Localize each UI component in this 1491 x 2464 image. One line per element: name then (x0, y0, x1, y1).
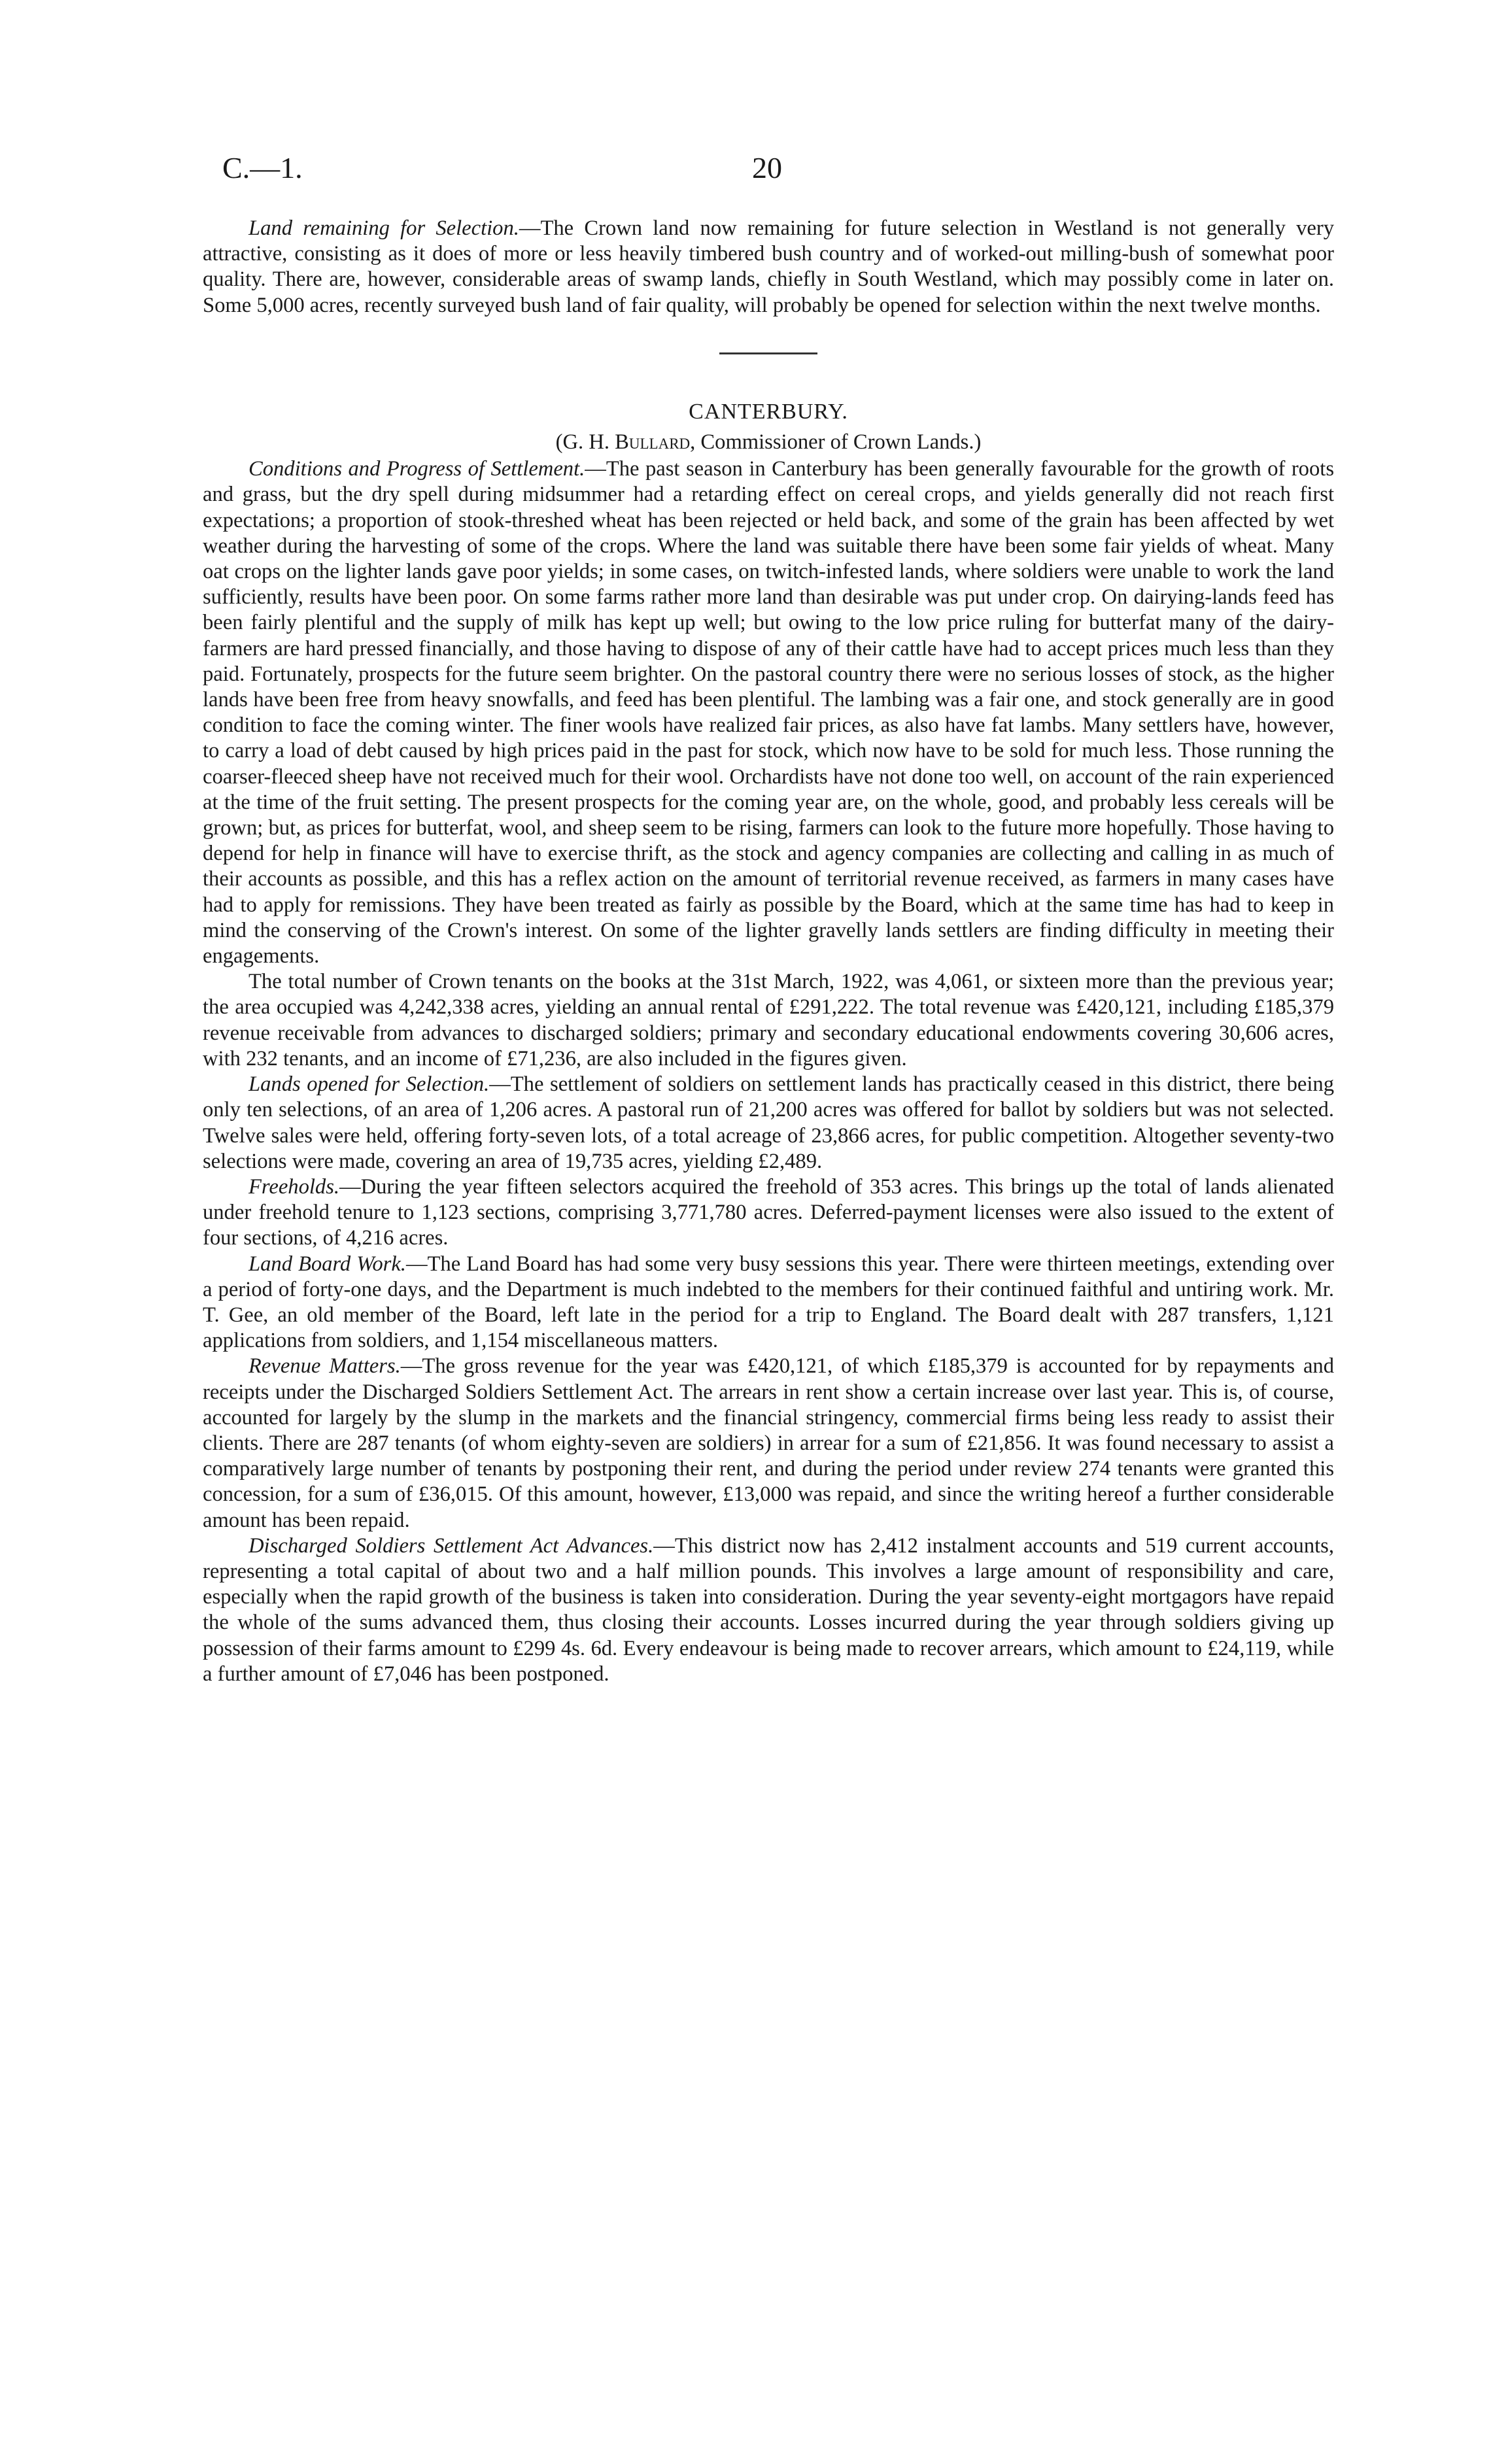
commissioner-line (203, 430, 1334, 455)
section-title: CANTERBURY. (689, 399, 848, 424)
paragraph-heading: Revenue Matters. (248, 1354, 401, 1378)
commissioner-prefix: (G. H. (555, 430, 615, 454)
westland-land-remaining-paragraph (203, 216, 1334, 318)
paragraph-text: —The Crown land now remaining for future selection in Westland is not generally very attractive, consisting as it does of more or less heavily timbered bush country and of worked-out milling-bush of somewhat poor quality. There are, however, considerable areas of swamp lands, chiefly in South Westland, which may possibly come in later on. Some 5,000 acres, recently surveyed bush land of fair quality, will probably be opened for selection within the next twelve months. (203, 216, 1334, 317)
section-divider (719, 352, 817, 354)
paragraph-text: —The settlement of soldiers on settlement lands has practically ceased in this district, there being only ten selections, of an area of 1,206 acres. A pastoral run of 21,200 acres was offered for ballot by soldiers but was not selected. Twelve sales were held, offering forty-seven lots, of a total acreage of 23,866 acres, for public competition. Altogether seventy-two selections were made, covering an area of 19,735 acres, yielding £2,489. (203, 1072, 1334, 1173)
conditions-paragraph (203, 456, 1334, 969)
tenants-paragraph (203, 969, 1334, 1072)
revenue-paragraph (203, 1354, 1334, 1533)
commissioner-title: , Commissioner of Crown Lands.) (690, 430, 982, 454)
paragraph-heading: Discharged Soldiers Settlement Act Advances. (248, 1533, 654, 1558)
paragraph-heading: Lands opened for Selection. (248, 1072, 490, 1097)
paragraph-heading: Freeholds. (248, 1174, 340, 1199)
paragraph-text: —The gross revenue for the year was £420,121, of which £185,379 is accounted for by repayments and receipts under the Discharged Soldiers Settlement Act. The arrears in rent show a certain increase over last year. This is, of course, accounted for largely by the slump in the markets and the financial stringency, commercial firms being less ready to assist their clients. There are 287 tenants (of whom eighty-seven are soldiers) in arrear for a sum of £21,856. It was found necessary to assist a comparatively large number of tenants by postponing their rent, and during the period under review 274 tenants were granted this concession, for a sum of £36,015. Of this amount, however, £13,000 was repaid, and since the writing hereof a further considerable amount has been repaid. (203, 1354, 1334, 1532)
dssa-paragraph (203, 1533, 1334, 1687)
page-number: 20 (752, 151, 782, 184)
paragraph-text: —This district now has 2,412 instalment accounts and 519 current accounts, representing a total capital of about two and a half million pounds. This involves a large amount of responsibility and care, especially when the rapid growth of the business is taken into consideration. During the year seventy-eight mortgagors have repaid the whole of the sums advanced them, thus closing their accounts. Losses incurred during the year through soldiers giving up possession of their farms amount to £299 4s. 6d. Every endeavour is being made to recover arrears, which amount to £24,119, while a further amount of £7,046 has been postponed. (203, 1533, 1334, 1686)
paragraph-text: The total number of Crown tenants on the books at the 31st March, 1922, was 4,061, or sixteen more than the previous year; the area occupied was 4,242,338 acres, yielding an annual rental of £291,222. The total revenue was £420,121, including £185,379 revenue receivable from advances to discharged soldiers; primary and secondary educational endowments covering 30,606 acres, with 232 tenants, and an income of £71,236, are also included in the figures given. (203, 970, 1334, 1070)
freeholds-paragraph (203, 1174, 1334, 1252)
land-board-paragraph (203, 1252, 1334, 1354)
paragraph-heading: Conditions and Progress of Settlement. (248, 457, 585, 481)
commissioner-name: Bullard (615, 430, 691, 454)
paragraph-text: —During the year fifteen selectors acquired the freehold of 353 acres. This brings up the total of lands alienated under freehold tenure to 1,123 sections, comprising 3,771,780 acres. Deferred-payment licenses were also issued to the extent of four sections, of 4,216 acres. (203, 1174, 1334, 1250)
paragraph-text: —The past season in Canterbury has been generally favourable for the growth of roots and grass, but the dry spell during midsummer had a retarding effect on cereal crops, and yields generally did not reach first expectations; a proportion of stook-threshed wheat has been rejected or held back, and some of the grain has been affected by wet weather during the harvesting of some of the crops. Where the land was suitable there have been some fair yields of wheat. Many oat crops on the lighter lands gave poor yields; in some cases, on twitch-infested lands, where soldiers were unable to work the land sufficiently, results have been poor. On some farms rather more land than desirable was put under crop. On dairying-lands feed has been fairly plentiful and the supply of milk has kept up well; but owing to the low price ruling for butterfat many of the dairy-farmers are hard pressed financially, and those having to dispose of any of their cattle have had to accept prices much less than they paid. Fortunately, prospects for the future seem brighter. On the pastoral country there were no serious losses of stock, as the higher lands have been free from heavy snowfalls, and feed has been plentiful. The lambing was a fair one, and stock generally are in good condition to face the coming winter. The finer wools have realized fair prices, as also have fat lambs. Many settlers have, however, to carry a load of debt caused by high prices paid in the past for stock, which now have to be sold for much less. Those running the coarser-fleeced sheep have not received much for their wool. Orchardists have not done too well, on account of the rain experienced at the time of the fruit setting. The present prospects for the coming year are, on the whole, good, and probably less cereals will be grown; but, as prices for butterfat, wool, and sheep seem to be rising, farmers can look to the future more hopefully. Those having to depend for help in finance will have to exercise thrift, as the stock and agency companies are collecting and calling in as much of their accounts as possible, and this has a reflex action on the amount of territorial revenue received, as farmers in many cases have had to apply for remissions. They have been treated as fairly as possible by the Board, which at the same time has had to keep in mind the conserving of the Crown's interest. On some of the lighter gravelly lands settlers are finding difficulty in meeting their engagements. (203, 457, 1334, 968)
paragraph-heading: Land remaining for Selection. (248, 216, 519, 240)
document-reference: C.—1. (222, 151, 303, 184)
paragraph-heading: Land Board Work. (248, 1252, 406, 1276)
lands-opened-paragraph (203, 1072, 1334, 1174)
paragraph-text: —The Land Board has had some very busy sessions this year. There were thirteen meetings, extending over a period of forty-one days, and the Department is much indebted to the members for their continued faithful and untiring work. Mr. T. Gee, an old member of the Board, left late in the period for a trip to England. The Board dealt with 287 transfers, 1,121 applications from soldiers, and 1,154 miscellaneous matters. (203, 1252, 1334, 1353)
page-body (203, 216, 1334, 1687)
page-header (222, 150, 1334, 196)
